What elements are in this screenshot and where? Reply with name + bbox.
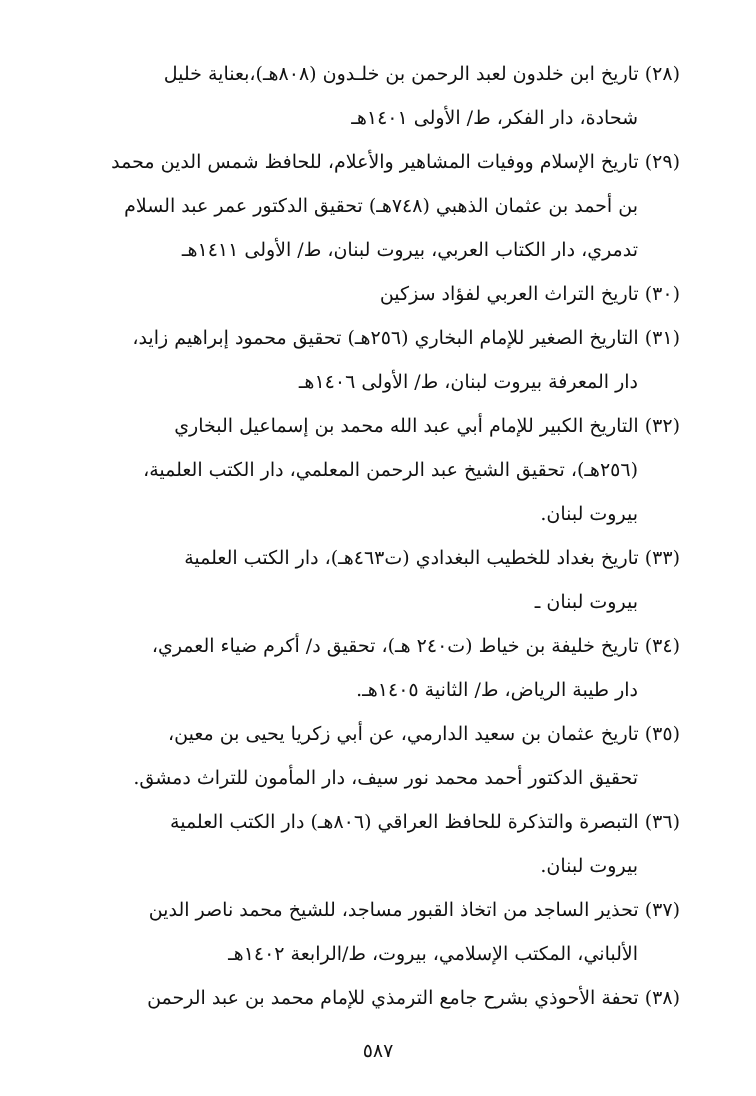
bibliography-entry-33 bbox=[80, 536, 680, 624]
bibliography-entry-34 bbox=[80, 624, 680, 712]
entry-line: الألباني، المكتب الإسلامي، بيروت، ط/الرابعة ١٤٠٢هـ bbox=[228, 943, 638, 965]
entry-line: (٢٩) تاريخ الإسلام ووفيات المشاهير والأعلام، للحافظ شمس الدين محمد bbox=[111, 151, 680, 173]
bibliography-entry-30 bbox=[80, 272, 680, 316]
page-number: ٥٨٧ bbox=[362, 1040, 394, 1062]
entry-line: دار طيبة الرياض، ط/ الثانية ١٤٠٥هـ. bbox=[356, 679, 638, 701]
bibliography-entry-32 bbox=[80, 404, 680, 536]
entry-line: دار المعرفة بيروت لبنان، ط/ الأولى ١٤٠٦هـ bbox=[298, 371, 638, 393]
bibliography-list bbox=[80, 52, 680, 1020]
bibliography-entry-38 bbox=[80, 976, 680, 1020]
entry-line: بيروت لبنان. bbox=[540, 503, 638, 525]
entry-line: (٣٤) تاريخ خليفة بن خياط (ت٢٤٠ هـ)، تحقيق د/ أكرم ضياء العمري، bbox=[151, 635, 680, 657]
entry-line: (٢٥٦هـ)، تحقيق الشيخ عبد الرحمن المعلمي، دار الكتب العلمية، bbox=[143, 459, 638, 481]
entry-line: (٣٠) تاريخ التراث العربي لفؤاد سزكين bbox=[379, 283, 680, 305]
entry-line: (٣٣) تاريخ بغداد للخطيب البغدادي (ت٤٦٣هـ)، دار الكتب العلمية bbox=[184, 547, 680, 569]
entry-line: شحادة، دار الفكر، ط/ الأولى ١٤٠١هـ bbox=[351, 107, 638, 129]
entry-line: بيروت لبنان ـ bbox=[534, 591, 638, 613]
entry-line: بيروت لبنان. bbox=[540, 855, 638, 877]
bibliography-entry-36 bbox=[80, 800, 680, 888]
bibliography-entry-31 bbox=[80, 316, 680, 404]
bibliography-entry-28 bbox=[80, 52, 680, 140]
entry-line: (٣١) التاريخ الصغير للإمام البخاري (٢٥٦هـ) تحقيق محمود إبراهيم زايد، bbox=[132, 327, 680, 349]
bibliography-entry-37 bbox=[80, 888, 680, 976]
entry-line: (٢٨) تاريخ ابن خلدون لعبد الرحمن بن خلـدون (٨٠٨هـ)،بعناية خليل bbox=[163, 63, 680, 85]
entry-line: تدمري، دار الكتاب العربي، بيروت لبنان، ط/ الأولى ١٤١١هـ bbox=[181, 239, 638, 261]
entry-line: (٣٦) التبصرة والتذكرة للحافظ العراقي (٨٠٦هـ) دار الكتب العلمية bbox=[170, 811, 680, 833]
entry-line: بن أحمد بن عثمان الذهبي (٧٤٨هـ) تحقيق الدكتور عمر عبد السلام bbox=[124, 195, 638, 217]
bibliography-entry-29 bbox=[80, 140, 680, 272]
entry-line: تحقيق الدكتور أحمد محمد نور سيف، دار المأمون للتراث دمشق. bbox=[133, 767, 638, 789]
entry-line: (٣٥) تاريخ عثمان بن سعيد الدارمي، عن أبي زكريا يحيى بن معين، bbox=[167, 723, 680, 745]
entry-line: (٣٢) التاريخ الكبير للإمام أبي عبد الله محمد بن إسماعيل البخاري bbox=[174, 415, 680, 437]
entry-line: (٣٧) تحذير الساجد من اتخاذ القبور مساجد، للشيخ محمد ناصر الدين bbox=[148, 899, 680, 921]
entry-line: (٣٨) تحفة الأحوذي بشرح جامع الترمذي للإمام محمد بن عبد الرحمن bbox=[147, 987, 680, 1009]
bibliography-entry-35 bbox=[80, 712, 680, 800]
